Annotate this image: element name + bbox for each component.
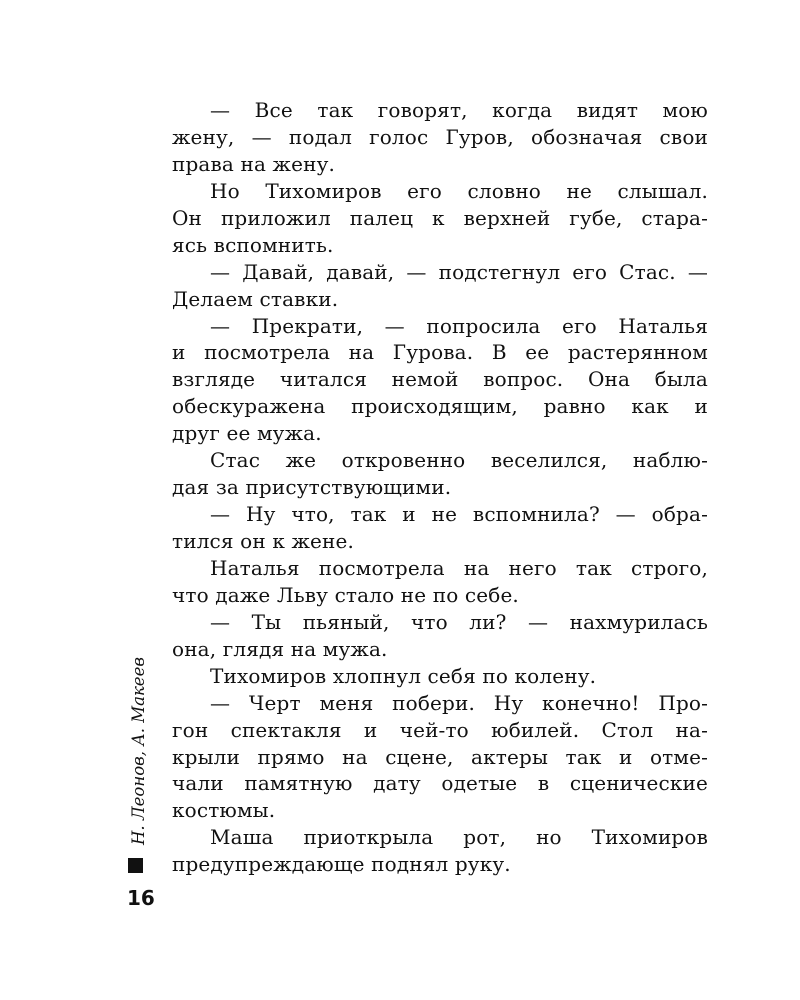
running-head-authors: Н. Леонов, А. Макеев [129, 657, 148, 845]
text-line: — Все так говорят, когда видят мою [210, 98, 708, 122]
text-line: Делаем ставки. [172, 286, 339, 311]
text-line: обескуражена происходящим, равно как и [172, 394, 708, 419]
text-line: Стас же откровенно веселился, наблю- [210, 448, 708, 473]
text-line: дая за присутствующими. [172, 475, 452, 500]
text-line: — Давай, давай, — подстегнул его Стас. — [210, 259, 708, 284]
text-line: права на жену. [172, 151, 335, 176]
text-line: крыли прямо на сцене, актеры так и отме- [172, 744, 708, 769]
text-line: Тихомиров хлопнул себя по колену. [210, 663, 597, 688]
body-text [172, 97, 708, 878]
text-line: — Ты пьяный, что ли? — нахмурилась [210, 609, 708, 634]
text-line: костюмы. [172, 798, 276, 823]
text-line: чали памятную дату одетые в сценические [172, 771, 708, 796]
page-marker-square [128, 858, 143, 873]
text-line: Он приложил палец к верхней губе, стара- [172, 205, 708, 230]
text-line: Маша приоткрыла рот, но Тихомиров [210, 825, 708, 850]
text-line: Наталья посмотрела на него так строго, [210, 555, 708, 580]
text-line: — Прекрати, — попросила его Наталья [210, 313, 708, 338]
text-line: Но Тихомиров его словно не слышал. [210, 178, 708, 203]
text-line: жену, — подал голос Гуров, обозначая свои [172, 124, 708, 149]
text-line: — Ну что, так и не вспомнила? — обра- [210, 502, 708, 527]
text-line: что даже Льву стало не по себе. [172, 582, 519, 607]
text-line: друг ее мужа. [172, 421, 322, 446]
text-line: тился он к жене. [172, 529, 355, 553]
text-line: ясь вспомнить. [172, 232, 334, 257]
text-line: она, глядя на мужа. [172, 636, 388, 661]
text-line: и посмотрела на Гурова. В ее растерянном [172, 340, 708, 365]
text-line: — Черт меня побери. Ну конечно! Про- [210, 690, 708, 715]
page-number: 16 [127, 886, 155, 910]
text-line: взгляде читался немой вопрос. Она была [172, 367, 708, 392]
text-line: гон спектакля и чей-то юбилей. Стол на- [172, 717, 708, 742]
text-line: предупреждающе поднял руку. [172, 852, 511, 877]
